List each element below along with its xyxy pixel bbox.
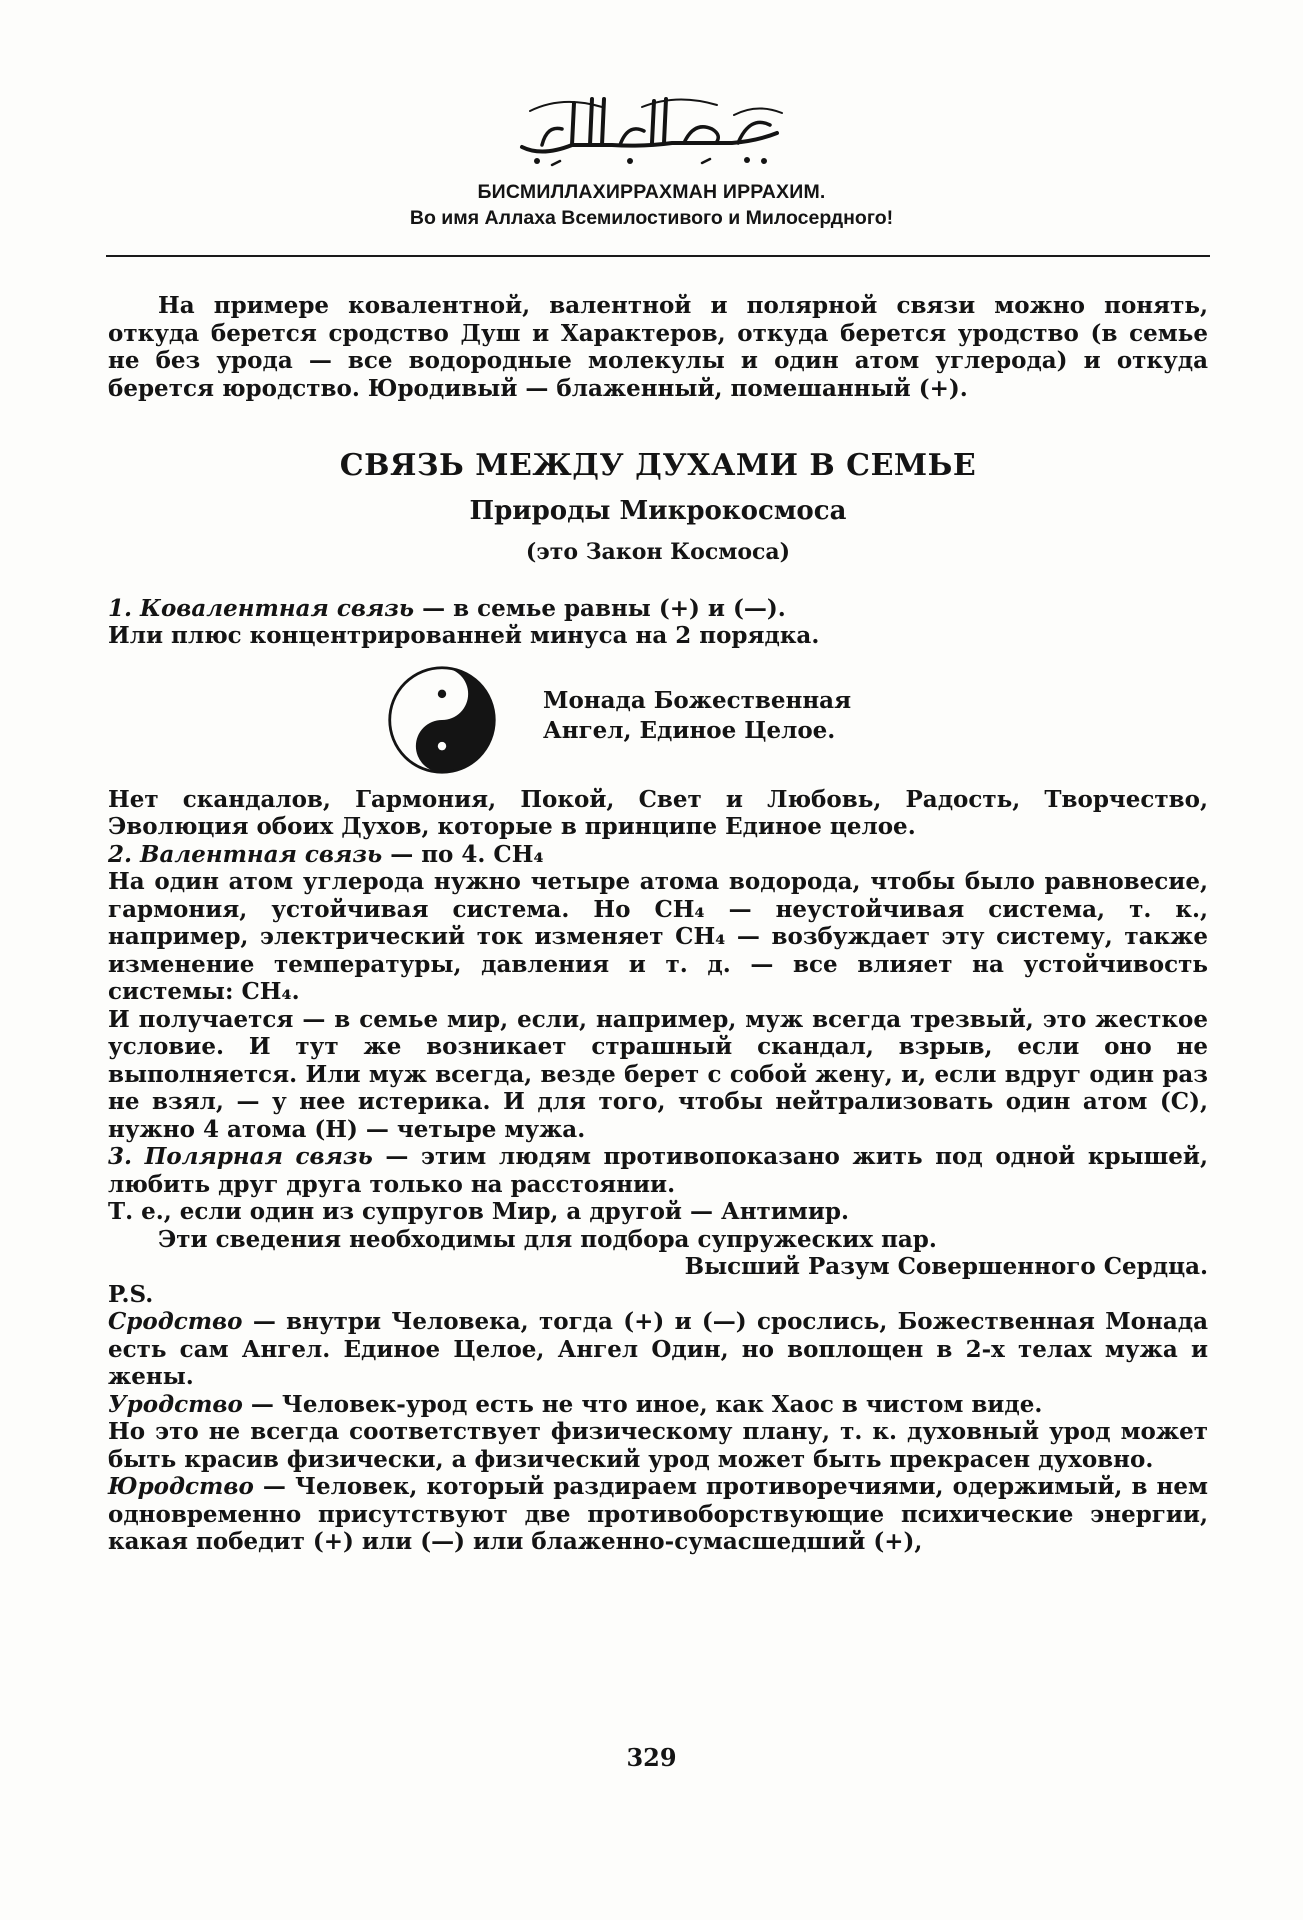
polar-text: — этим людям противопоказано жить под одной крышей, любить друг друга только на расстоянии. bbox=[108, 1143, 1208, 1198]
section-title: СВЯЗЬ МЕЖДУ ДУХАМИ В СЕМЬЕ bbox=[339, 448, 977, 483]
basmala-translation: Во имя Аллаха Всемилостивого и Милосердного! bbox=[409, 207, 894, 229]
rodstvo-paragraph bbox=[108, 1308, 1208, 1391]
info-paragraph: Эти сведения необходимы для подбора супружеских пар. bbox=[158, 1225, 937, 1253]
valent-term: 2. Валентная связь bbox=[108, 840, 383, 868]
section-subtitle: Природы Микрокосмоса bbox=[469, 495, 847, 526]
main-text bbox=[108, 292, 1208, 1556]
covalent-paragraph bbox=[108, 595, 1208, 623]
rodstvo-term: Сродство bbox=[108, 1308, 243, 1335]
urodstvo-text: — Человек-урод есть не что иное, как Хаос в чистом виде. bbox=[242, 1390, 1043, 1418]
page-header bbox=[0, 85, 1303, 230]
basmala-transliteration: БИСМИЛЛАХИРРАХМАН ИРРАХИМ. bbox=[477, 181, 826, 203]
te-paragraph: Т. е., если один из супругов Мир, а другой — Антимир. bbox=[108, 1198, 849, 1225]
result-paragraph: И получается — в семье мир, если, например, муж всегда трезвый, это жесткое условие. И тут же возникает страшный скандал, взрыв, если оно не выполняется. Или муж всегда, везде берет с собой жену, и, если вдруг один раз не взял, — у нее истерика. И для того, чтобы нейтрализовать один атом (C), нужно 4 атома (H) — четыре мужа. bbox=[108, 1005, 1208, 1143]
urodstvo-paragraph bbox=[108, 1391, 1208, 1419]
yin-yang-icon bbox=[386, 664, 498, 776]
monad-caption-line2: Ангел, Единое Целое. bbox=[543, 716, 836, 744]
covalent-text: — в семье равны (+) и (—). bbox=[414, 594, 786, 622]
valent-paragraph bbox=[108, 841, 1208, 869]
monad-caption-line1: Монада Божественная bbox=[543, 686, 852, 714]
valent-text: — по 4. CH₄ bbox=[382, 840, 544, 868]
yurodstvo-paragraph bbox=[108, 1473, 1208, 1556]
yurodstvo-term: Юродство bbox=[108, 1473, 254, 1500]
page-number: 329 bbox=[626, 1743, 677, 1772]
ps-label: P.S. bbox=[108, 1280, 154, 1308]
section-subtitle-note: (это Закон Космоса) bbox=[525, 539, 791, 565]
polar-paragraph bbox=[108, 1143, 1208, 1198]
rodstvo-text: — внутри Человека, тогда (+) и (—) срослись, Божественная Монада есть сам Ангел. Единое Целое, Ангел Один, но воплощен в 2-х телах мужа и жены. bbox=[108, 1308, 1208, 1390]
yurodstvo-text: — Человек, который раздираем противоречиями, одержимый, в нем одновременно присутствуют две противоборствующие психические энергии, какая победит (+) или (—) или блаженно-сумасшедший (+), bbox=[108, 1473, 1208, 1555]
covalent-term: 1. Ковалентная связь bbox=[108, 594, 415, 622]
urodstvo-term: Уродство bbox=[108, 1390, 243, 1418]
header-divider bbox=[106, 255, 1210, 257]
harmony-paragraph: Нет скандалов, Гармония, Покой, Свет и Любовь, Радость, Творчество, Эволюция обоих Духов, которые в принципе Единое целое. bbox=[108, 785, 1208, 840]
signature: Высший Разум Совершенного Сердца. bbox=[684, 1253, 1208, 1280]
intro-paragraph: На примере ковалентной, валентной и полярной связи можно понять, откуда берется сродство Душ и Характеров, откуда берется уродство (в семье не без урода — все водородные молекулы и один атом углерода) и откуда берется юродство. Юродивый — блаженный, помешанный (+). bbox=[108, 292, 1208, 402]
monad-figure bbox=[108, 664, 1208, 776]
covalent-line2: Или плюс концентрированней минуса на 2 порядка. bbox=[108, 622, 820, 649]
basmala-calligraphy-icon bbox=[502, 85, 802, 173]
urodstvo-line2: Но это не всегда соответствует физическому плану, т. к. духовный урод может быть красив физически, а физический урод может быть прекрасен духовно. bbox=[108, 1418, 1208, 1473]
polar-term: 3. Полярная связь bbox=[108, 1143, 373, 1170]
monad-caption bbox=[543, 686, 851, 746]
atom-paragraph: На один атом углерода нужно четыре атома водорода, чтобы было равновесие, гармония, устойчивая система. Но CH₄ — неустойчивая система, т. к., например, электрический ток изменяет CH₄ — возбуждает эту систему, также изменение температуры, давления и т. д. — все влияет на устойчивость системы: CH₄. bbox=[108, 868, 1208, 1005]
